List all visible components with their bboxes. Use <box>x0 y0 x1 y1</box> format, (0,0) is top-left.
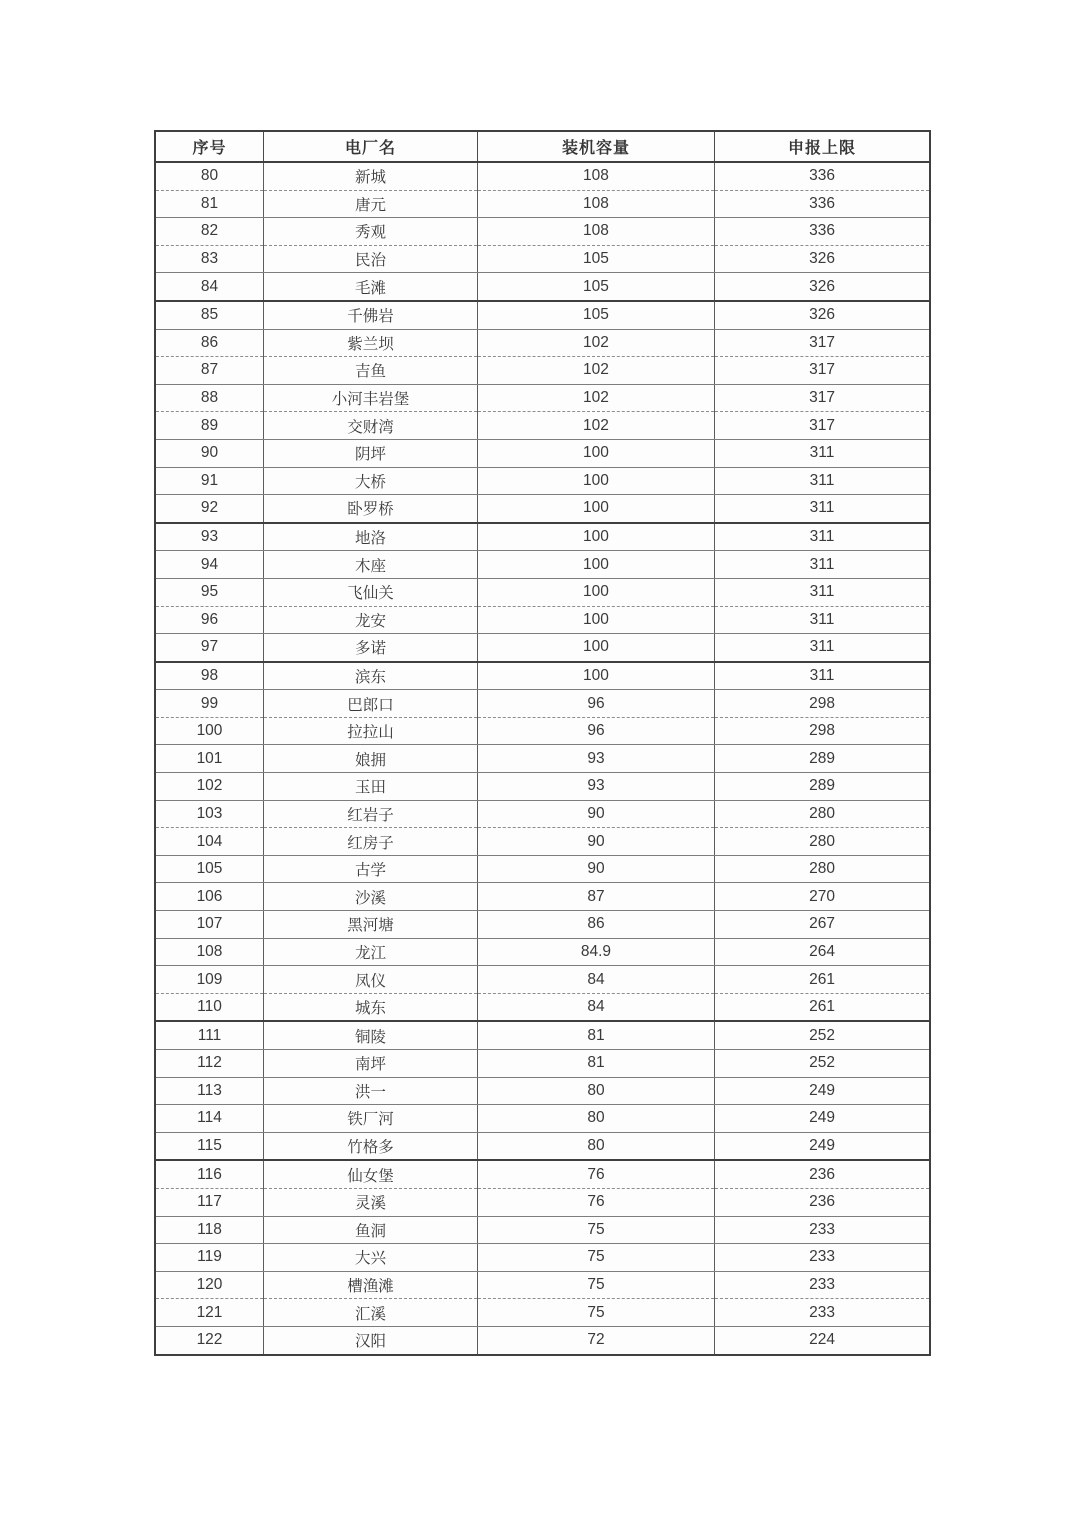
table-row <box>155 190 930 218</box>
installed-capacity-cell: 93 <box>477 773 714 801</box>
bid-upper-limit-cell: 249 <box>715 1077 930 1105</box>
table-row <box>155 467 930 495</box>
installed-capacity-cell: 76 <box>477 1188 714 1216</box>
bid-upper-limit-cell: 233 <box>715 1244 930 1272</box>
row-number-cell: 98 <box>155 662 264 690</box>
bid-upper-limit-cell: 326 <box>715 273 930 301</box>
column-header-no: 序号 <box>155 131 264 162</box>
table-row <box>155 662 930 690</box>
bid-upper-limit-cell: 311 <box>715 634 930 662</box>
row-number-cell: 120 <box>155 1271 264 1299</box>
installed-capacity-cell: 100 <box>477 495 714 523</box>
plant-name-cell: 千佛岩 <box>264 301 478 329</box>
row-number-cell: 103 <box>155 800 264 828</box>
installed-capacity-cell: 72 <box>477 1326 714 1354</box>
bid-upper-limit-cell: 289 <box>715 773 930 801</box>
table-row <box>155 162 930 190</box>
table-row <box>155 1216 930 1244</box>
installed-capacity-cell: 100 <box>477 439 714 467</box>
bid-upper-limit-cell: 236 <box>715 1160 930 1188</box>
table-row <box>155 1021 930 1049</box>
bid-upper-limit-cell: 311 <box>715 495 930 523</box>
installed-capacity-cell: 102 <box>477 329 714 357</box>
plant-name-cell: 大桥 <box>264 467 478 495</box>
plant-name-cell: 凤仪 <box>264 966 478 994</box>
plant-name-cell: 竹格多 <box>264 1132 478 1160</box>
plant-name-cell: 南坪 <box>264 1050 478 1078</box>
plant-name-cell: 地洛 <box>264 523 478 551</box>
bid-upper-limit-cell: 317 <box>715 384 930 412</box>
table-row <box>155 412 930 440</box>
installed-capacity-cell: 102 <box>477 412 714 440</box>
table-row <box>155 384 930 412</box>
installed-capacity-cell: 80 <box>477 1105 714 1133</box>
power-plant-table <box>154 130 931 1356</box>
plant-name-cell: 飞仙关 <box>264 578 478 606</box>
row-number-cell: 114 <box>155 1105 264 1133</box>
bid-upper-limit-cell: 311 <box>715 523 930 551</box>
row-number-cell: 118 <box>155 1216 264 1244</box>
bid-upper-limit-cell: 317 <box>715 412 930 440</box>
plant-name-cell: 龙江 <box>264 938 478 966</box>
plant-name-cell: 汇溪 <box>264 1299 478 1327</box>
installed-capacity-cell: 100 <box>477 578 714 606</box>
installed-capacity-cell: 84 <box>477 966 714 994</box>
row-number-cell: 82 <box>155 218 264 246</box>
plant-name-cell: 仙女堡 <box>264 1160 478 1188</box>
bid-upper-limit-cell: 270 <box>715 883 930 911</box>
plant-name-cell: 多诺 <box>264 634 478 662</box>
row-number-cell: 81 <box>155 190 264 218</box>
plant-name-cell: 古学 <box>264 855 478 883</box>
table-row <box>155 578 930 606</box>
plant-name-cell: 木座 <box>264 551 478 579</box>
installed-capacity-cell: 81 <box>477 1050 714 1078</box>
row-number-cell: 89 <box>155 412 264 440</box>
table-row <box>155 745 930 773</box>
row-number-cell: 117 <box>155 1188 264 1216</box>
row-number-cell: 87 <box>155 357 264 385</box>
plant-name-cell: 拉拉山 <box>264 717 478 745</box>
plant-name-cell: 巴郎口 <box>264 690 478 718</box>
bid-upper-limit-cell: 326 <box>715 245 930 273</box>
bid-upper-limit-cell: 233 <box>715 1271 930 1299</box>
row-number-cell: 106 <box>155 883 264 911</box>
plant-name-cell: 毛滩 <box>264 273 478 301</box>
plant-name-cell: 吉鱼 <box>264 357 478 385</box>
installed-capacity-cell: 105 <box>477 273 714 301</box>
table-row <box>155 1077 930 1105</box>
row-number-cell: 83 <box>155 245 264 273</box>
row-number-cell: 80 <box>155 162 264 190</box>
table-row <box>155 273 930 301</box>
row-number-cell: 95 <box>155 578 264 606</box>
table-row <box>155 773 930 801</box>
row-number-cell: 107 <box>155 911 264 939</box>
plant-name-cell: 城东 <box>264 993 478 1021</box>
table-row <box>155 1105 930 1133</box>
plant-name-cell: 新城 <box>264 162 478 190</box>
bid-upper-limit-cell: 317 <box>715 357 930 385</box>
table-row <box>155 800 930 828</box>
row-number-cell: 122 <box>196 1331 223 1349</box>
column-header-plant-name: 电厂名 <box>264 131 478 162</box>
plant-name-cell: 黑河塘 <box>264 911 478 939</box>
table-row <box>155 828 930 856</box>
plant-name-cell: 大兴 <box>264 1244 478 1272</box>
installed-capacity-cell: 100 <box>477 662 714 690</box>
table-body <box>155 162 930 1355</box>
plant-name-cell: 汉阳 <box>264 1326 478 1354</box>
table-row <box>155 1132 930 1160</box>
column-header-installed-capacity: 装机容量 <box>477 131 714 162</box>
bid-upper-limit-cell: 311 <box>715 467 930 495</box>
bid-upper-limit-cell: 280 <box>715 800 930 828</box>
row-number-cell: 110 <box>155 993 264 1021</box>
row-number-cell: 100 <box>155 717 264 745</box>
installed-capacity-cell: 75 <box>477 1271 714 1299</box>
installed-capacity-cell: 84 <box>477 993 714 1021</box>
table-row <box>155 439 930 467</box>
bid-upper-limit-cell: 264 <box>715 938 930 966</box>
bid-upper-limit-cell: 236 <box>715 1188 930 1216</box>
installed-capacity-cell: 100 <box>477 634 714 662</box>
row-number-cell: 90 <box>155 439 264 467</box>
plant-name-cell: 洪一 <box>264 1077 478 1105</box>
table-row <box>155 495 930 523</box>
installed-capacity-cell: 90 <box>477 855 714 883</box>
bid-upper-limit-cell: 311 <box>715 662 930 690</box>
row-number-cell: 96 <box>155 606 264 634</box>
plant-name-cell: 沙溪 <box>264 883 478 911</box>
row-number-cell: 91 <box>155 467 264 495</box>
installed-capacity-cell: 86 <box>477 911 714 939</box>
installed-capacity-cell: 76 <box>477 1160 714 1188</box>
bid-upper-limit-cell: 233 <box>715 1299 930 1327</box>
plant-name-cell: 红岩子 <box>264 800 478 828</box>
table-header-row <box>155 131 930 162</box>
bid-upper-limit-cell: 261 <box>715 993 930 1021</box>
installed-capacity-cell: 90 <box>477 800 714 828</box>
row-number-cell: 88 <box>155 384 264 412</box>
bid-upper-limit-cell: 280 <box>715 828 930 856</box>
installed-capacity-cell: 100 <box>477 551 714 579</box>
plant-name-cell: 秀观 <box>264 218 478 246</box>
installed-capacity-cell: 105 <box>477 245 714 273</box>
table-row <box>155 1326 930 1354</box>
bid-upper-limit-cell: 267 <box>715 911 930 939</box>
plant-name-cell: 龙安 <box>264 606 478 634</box>
table-row <box>155 245 930 273</box>
column-header-bid-upper-limit: 申报上限 <box>715 131 930 162</box>
bid-upper-limit-cell: 224 <box>715 1326 930 1354</box>
installed-capacity-cell: 93 <box>477 745 714 773</box>
installed-capacity-cell: 96 <box>477 717 714 745</box>
plant-name-cell: 铁厂河 <box>264 1105 478 1133</box>
plant-name-cell: 阴坪 <box>264 439 478 467</box>
table-row <box>155 1050 930 1078</box>
row-number-cell: 112 <box>155 1050 264 1078</box>
row-number-cell: 108 <box>155 938 264 966</box>
bid-upper-limit-cell: 317 <box>715 329 930 357</box>
table-row <box>155 357 930 385</box>
table-row <box>155 634 930 662</box>
installed-capacity-cell: 81 <box>477 1021 714 1049</box>
installed-capacity-cell: 75 <box>477 1299 714 1327</box>
bid-upper-limit-cell: 233 <box>715 1216 930 1244</box>
table-row <box>155 911 930 939</box>
bid-upper-limit-cell: 252 <box>715 1050 930 1078</box>
row-number-cell: 121 <box>155 1299 264 1327</box>
plant-name-cell: 紫兰坝 <box>264 329 478 357</box>
bid-upper-limit-cell: 336 <box>715 162 930 190</box>
row-number-cell: 86 <box>155 329 264 357</box>
row-number-cell: 111 <box>155 1021 264 1049</box>
row-number-cell: 93 <box>155 523 264 551</box>
table-row <box>155 606 930 634</box>
row-number-cell: 105 <box>155 855 264 883</box>
table-row <box>155 1299 930 1327</box>
bid-upper-limit-cell: 311 <box>715 439 930 467</box>
row-number-cell: 102 <box>155 773 264 801</box>
row-number-cell: 84 <box>155 273 264 301</box>
installed-capacity-cell: 75 <box>477 1216 714 1244</box>
row-number-cell: 92 <box>155 495 264 523</box>
bid-upper-limit-cell: 336 <box>715 218 930 246</box>
plant-name-cell: 唐元 <box>264 190 478 218</box>
bid-upper-limit-cell: 311 <box>715 606 930 634</box>
table-row <box>155 993 930 1021</box>
plant-name-cell: 玉田 <box>264 773 478 801</box>
table-row <box>155 1271 930 1299</box>
table-row <box>155 690 930 718</box>
plant-name-cell: 卧罗桥 <box>264 495 478 523</box>
installed-capacity-cell: 108 <box>477 218 714 246</box>
installed-capacity-cell: 75 <box>477 1244 714 1272</box>
table-row <box>155 966 930 994</box>
installed-capacity-cell: 87 <box>477 883 714 911</box>
installed-capacity-cell: 100 <box>477 467 714 495</box>
table-row <box>155 523 930 551</box>
table-row <box>155 301 930 329</box>
table-row <box>155 1244 930 1272</box>
table-row <box>155 883 930 911</box>
bid-upper-limit-cell: 298 <box>715 717 930 745</box>
bid-upper-limit-cell: 249 <box>715 1105 930 1133</box>
bid-upper-limit-cell: 261 <box>715 966 930 994</box>
row-number-cell: 85 <box>155 301 264 329</box>
plant-name-cell: 槽渔滩 <box>264 1271 478 1299</box>
plant-name-cell: 红房子 <box>264 828 478 856</box>
plant-name-cell: 鱼洞 <box>264 1216 478 1244</box>
installed-capacity-cell: 100 <box>477 523 714 551</box>
bid-upper-limit-cell: 252 <box>715 1021 930 1049</box>
bid-upper-limit-cell: 336 <box>715 190 930 218</box>
installed-capacity-cell: 96 <box>477 690 714 718</box>
bid-upper-limit-cell: 311 <box>715 578 930 606</box>
bid-upper-limit-cell: 289 <box>715 745 930 773</box>
table-row <box>155 938 930 966</box>
bid-upper-limit-cell: 311 <box>715 551 930 579</box>
installed-capacity-cell: 100 <box>477 606 714 634</box>
row-number-cell: 97 <box>155 634 264 662</box>
row-number-cell: 101 <box>155 745 264 773</box>
table-row <box>155 855 930 883</box>
table-row <box>155 218 930 246</box>
installed-capacity-cell: 84.9 <box>477 938 714 966</box>
row-number-cell: 119 <box>155 1244 264 1272</box>
table-row <box>155 329 930 357</box>
installed-capacity-cell: 80 <box>477 1077 714 1105</box>
installed-capacity-cell: 90 <box>477 828 714 856</box>
row-number-cell: 116 <box>155 1160 264 1188</box>
plant-name-cell: 灵溪 <box>264 1188 478 1216</box>
row-number-cell: 104 <box>155 828 264 856</box>
installed-capacity-cell: 80 <box>477 1132 714 1160</box>
table-row <box>155 551 930 579</box>
bid-upper-limit-cell: 326 <box>715 301 930 329</box>
row-number-cell: 115 <box>155 1132 264 1160</box>
plant-name-cell: 滨东 <box>264 662 478 690</box>
installed-capacity-cell: 108 <box>477 190 714 218</box>
row-number-cell: 99 <box>155 690 264 718</box>
row-number-cell: 113 <box>155 1077 264 1105</box>
plant-name-cell: 民治 <box>264 245 478 273</box>
table-row <box>155 1188 930 1216</box>
table-row <box>155 1160 930 1188</box>
installed-capacity-cell: 102 <box>477 384 714 412</box>
bid-upper-limit-cell: 298 <box>715 690 930 718</box>
bid-upper-limit-cell: 249 <box>715 1132 930 1160</box>
installed-capacity-cell: 105 <box>477 301 714 329</box>
bid-upper-limit-cell: 280 <box>715 855 930 883</box>
row-number-cell: 109 <box>155 966 264 994</box>
plant-name-cell: 娘拥 <box>264 745 478 773</box>
table-row <box>155 717 930 745</box>
plant-name-cell: 交财湾 <box>264 412 478 440</box>
plant-name-cell: 小河丰岩堡 <box>264 384 478 412</box>
installed-capacity-cell: 108 <box>477 162 714 190</box>
installed-capacity-cell: 102 <box>477 357 714 385</box>
plant-name-cell: 铜陵 <box>264 1021 478 1049</box>
row-number-cell: 94 <box>155 551 264 579</box>
